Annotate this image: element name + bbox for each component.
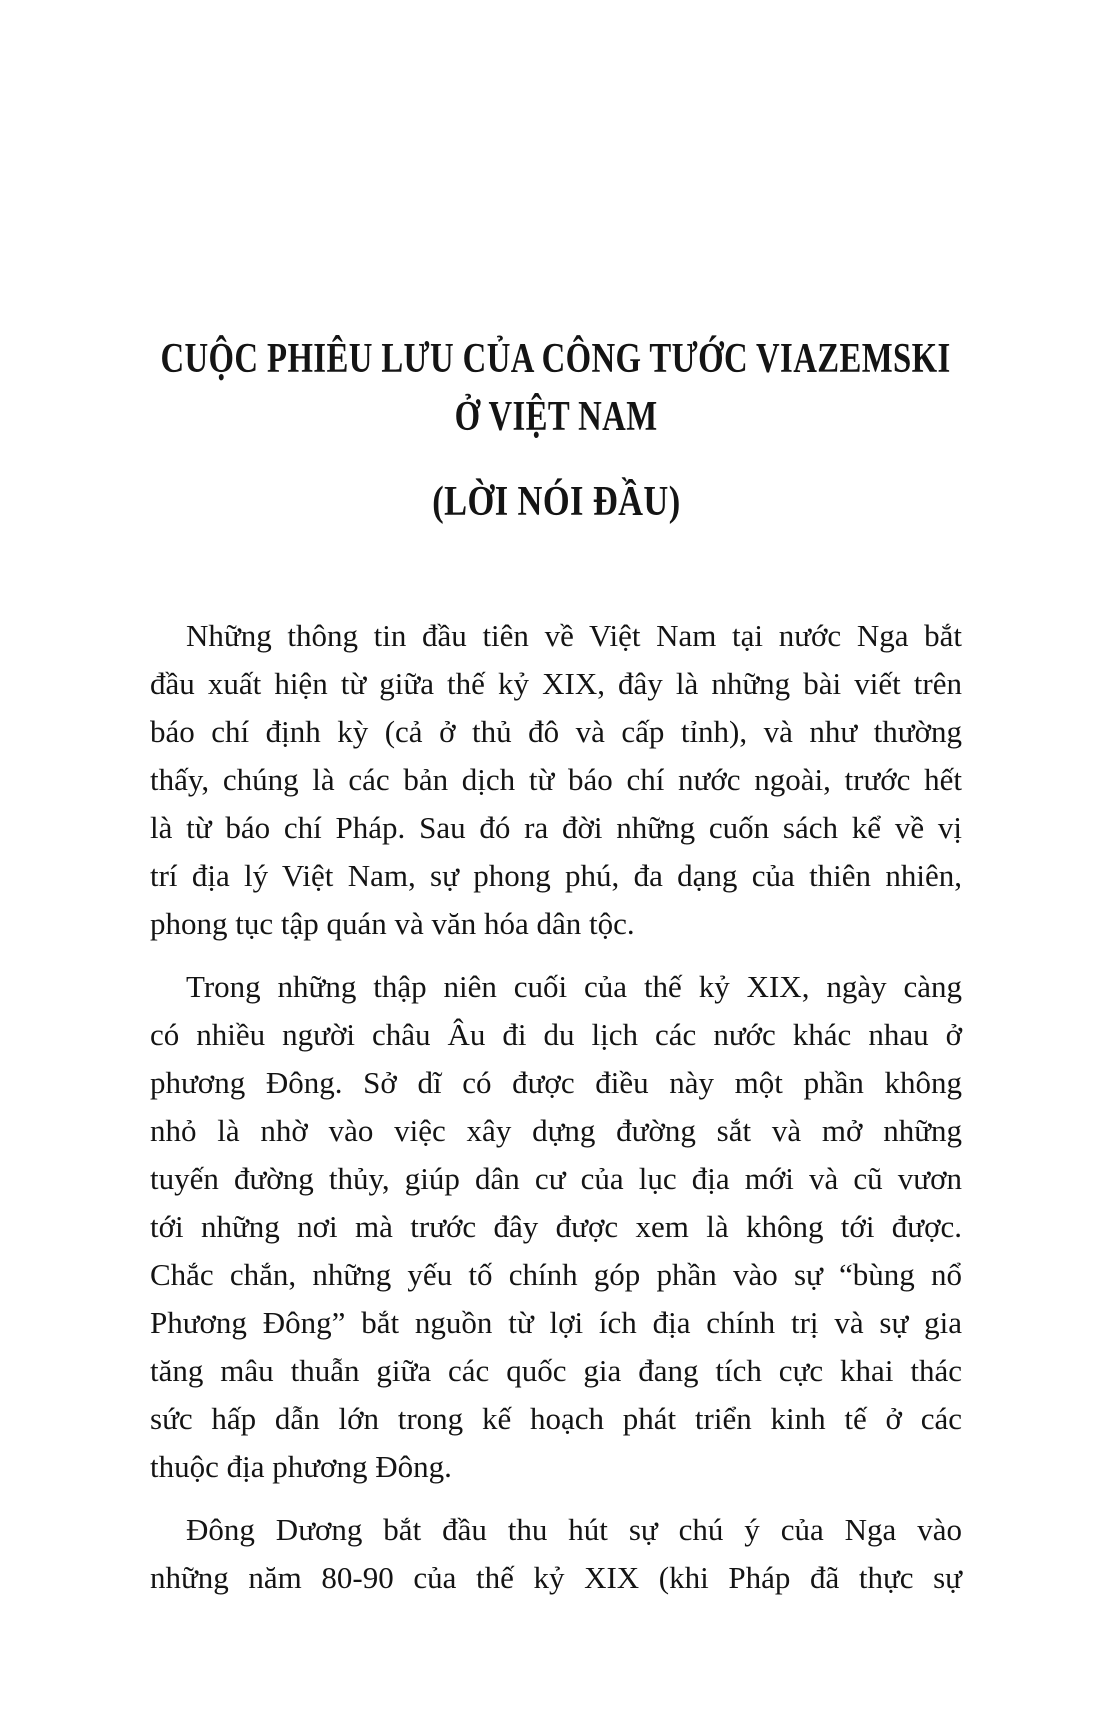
chapter-title-line-1: CUỘC PHIÊU LƯU CỦA CÔNG TƯỚC VIAZEMSKI [160, 336, 952, 382]
text-line: nhỏ là nhờ vào việc xây dựng đường sắt và mở những [150, 1113, 962, 1148]
text-line: tuyến đường thủy, giúp dân cư của lục địa mới và cũ vươn [150, 1161, 962, 1196]
text-line: Đông Dương bắt đầu thu hút sự chú ý của Nga vào [186, 1512, 962, 1547]
text-line: sức hấp dẫn lớn trong kế hoạch phát triển kinh tế ở các [150, 1401, 962, 1436]
text-line: thuộc địa phương Đông. [150, 1449, 452, 1484]
paragraph-2 [150, 963, 962, 1491]
text-line: Phương Đông” bắt nguồn từ lợi ích địa chính trị và sự gia [150, 1305, 962, 1340]
chapter-subtitle-row [150, 478, 962, 526]
text-line: Những thông tin đầu tiên về Việt Nam tại nước Nga bắt [186, 618, 962, 653]
text-line: tăng mâu thuẫn giữa các quốc gia đang tích cực khai thác [150, 1353, 962, 1388]
chapter-title-row-2 [150, 388, 962, 446]
text-line: tới những nơi mà trước đây được xem là không tới được. [150, 1209, 962, 1244]
chapter-title [150, 330, 962, 446]
text-line: trí địa lý Việt Nam, sự phong phú, đa dạng của thiên nhiên, [150, 858, 962, 893]
text-line: những năm 80-90 của thế kỷ XIX (khi Pháp đã thực sự [150, 1560, 962, 1595]
chapter-title-row-1 [150, 330, 962, 388]
text-line: thấy, chúng là các bản dịch từ báo chí nước ngoài, trước hết [150, 762, 962, 797]
text-line: Chắc chắn, những yếu tố chính góp phần vào sự “bùng nổ [150, 1257, 962, 1292]
paragraph-3 [150, 1506, 962, 1602]
body-text [150, 612, 962, 1602]
text-line: phong tục tập quán và văn hóa dân tộc. [150, 906, 635, 941]
text-line: báo chí định kỳ (cả ở thủ đô và cấp tỉnh), và như thường [150, 714, 962, 749]
text-line: đầu xuất hiện từ giữa thế kỷ XIX, đây là những bài viết trên [150, 666, 962, 701]
text-line: Trong những thập niên cuối của thế kỷ XIX, ngày càng [186, 969, 962, 1004]
text-line: phương Đông. Sở dĩ có được điều này một phần không [150, 1065, 962, 1100]
chapter-subtitle: (LỜI NÓI ĐẦU) [431, 479, 681, 525]
paragraph-1 [150, 612, 962, 948]
text-line: là từ báo chí Pháp. Sau đó ra đời những cuốn sách kể về vị [150, 810, 962, 845]
chapter-title-line-2: Ở VIỆT NAM [454, 394, 658, 440]
text-line: có nhiều người châu Âu đi du lịch các nước khác nhau ở [150, 1017, 962, 1052]
